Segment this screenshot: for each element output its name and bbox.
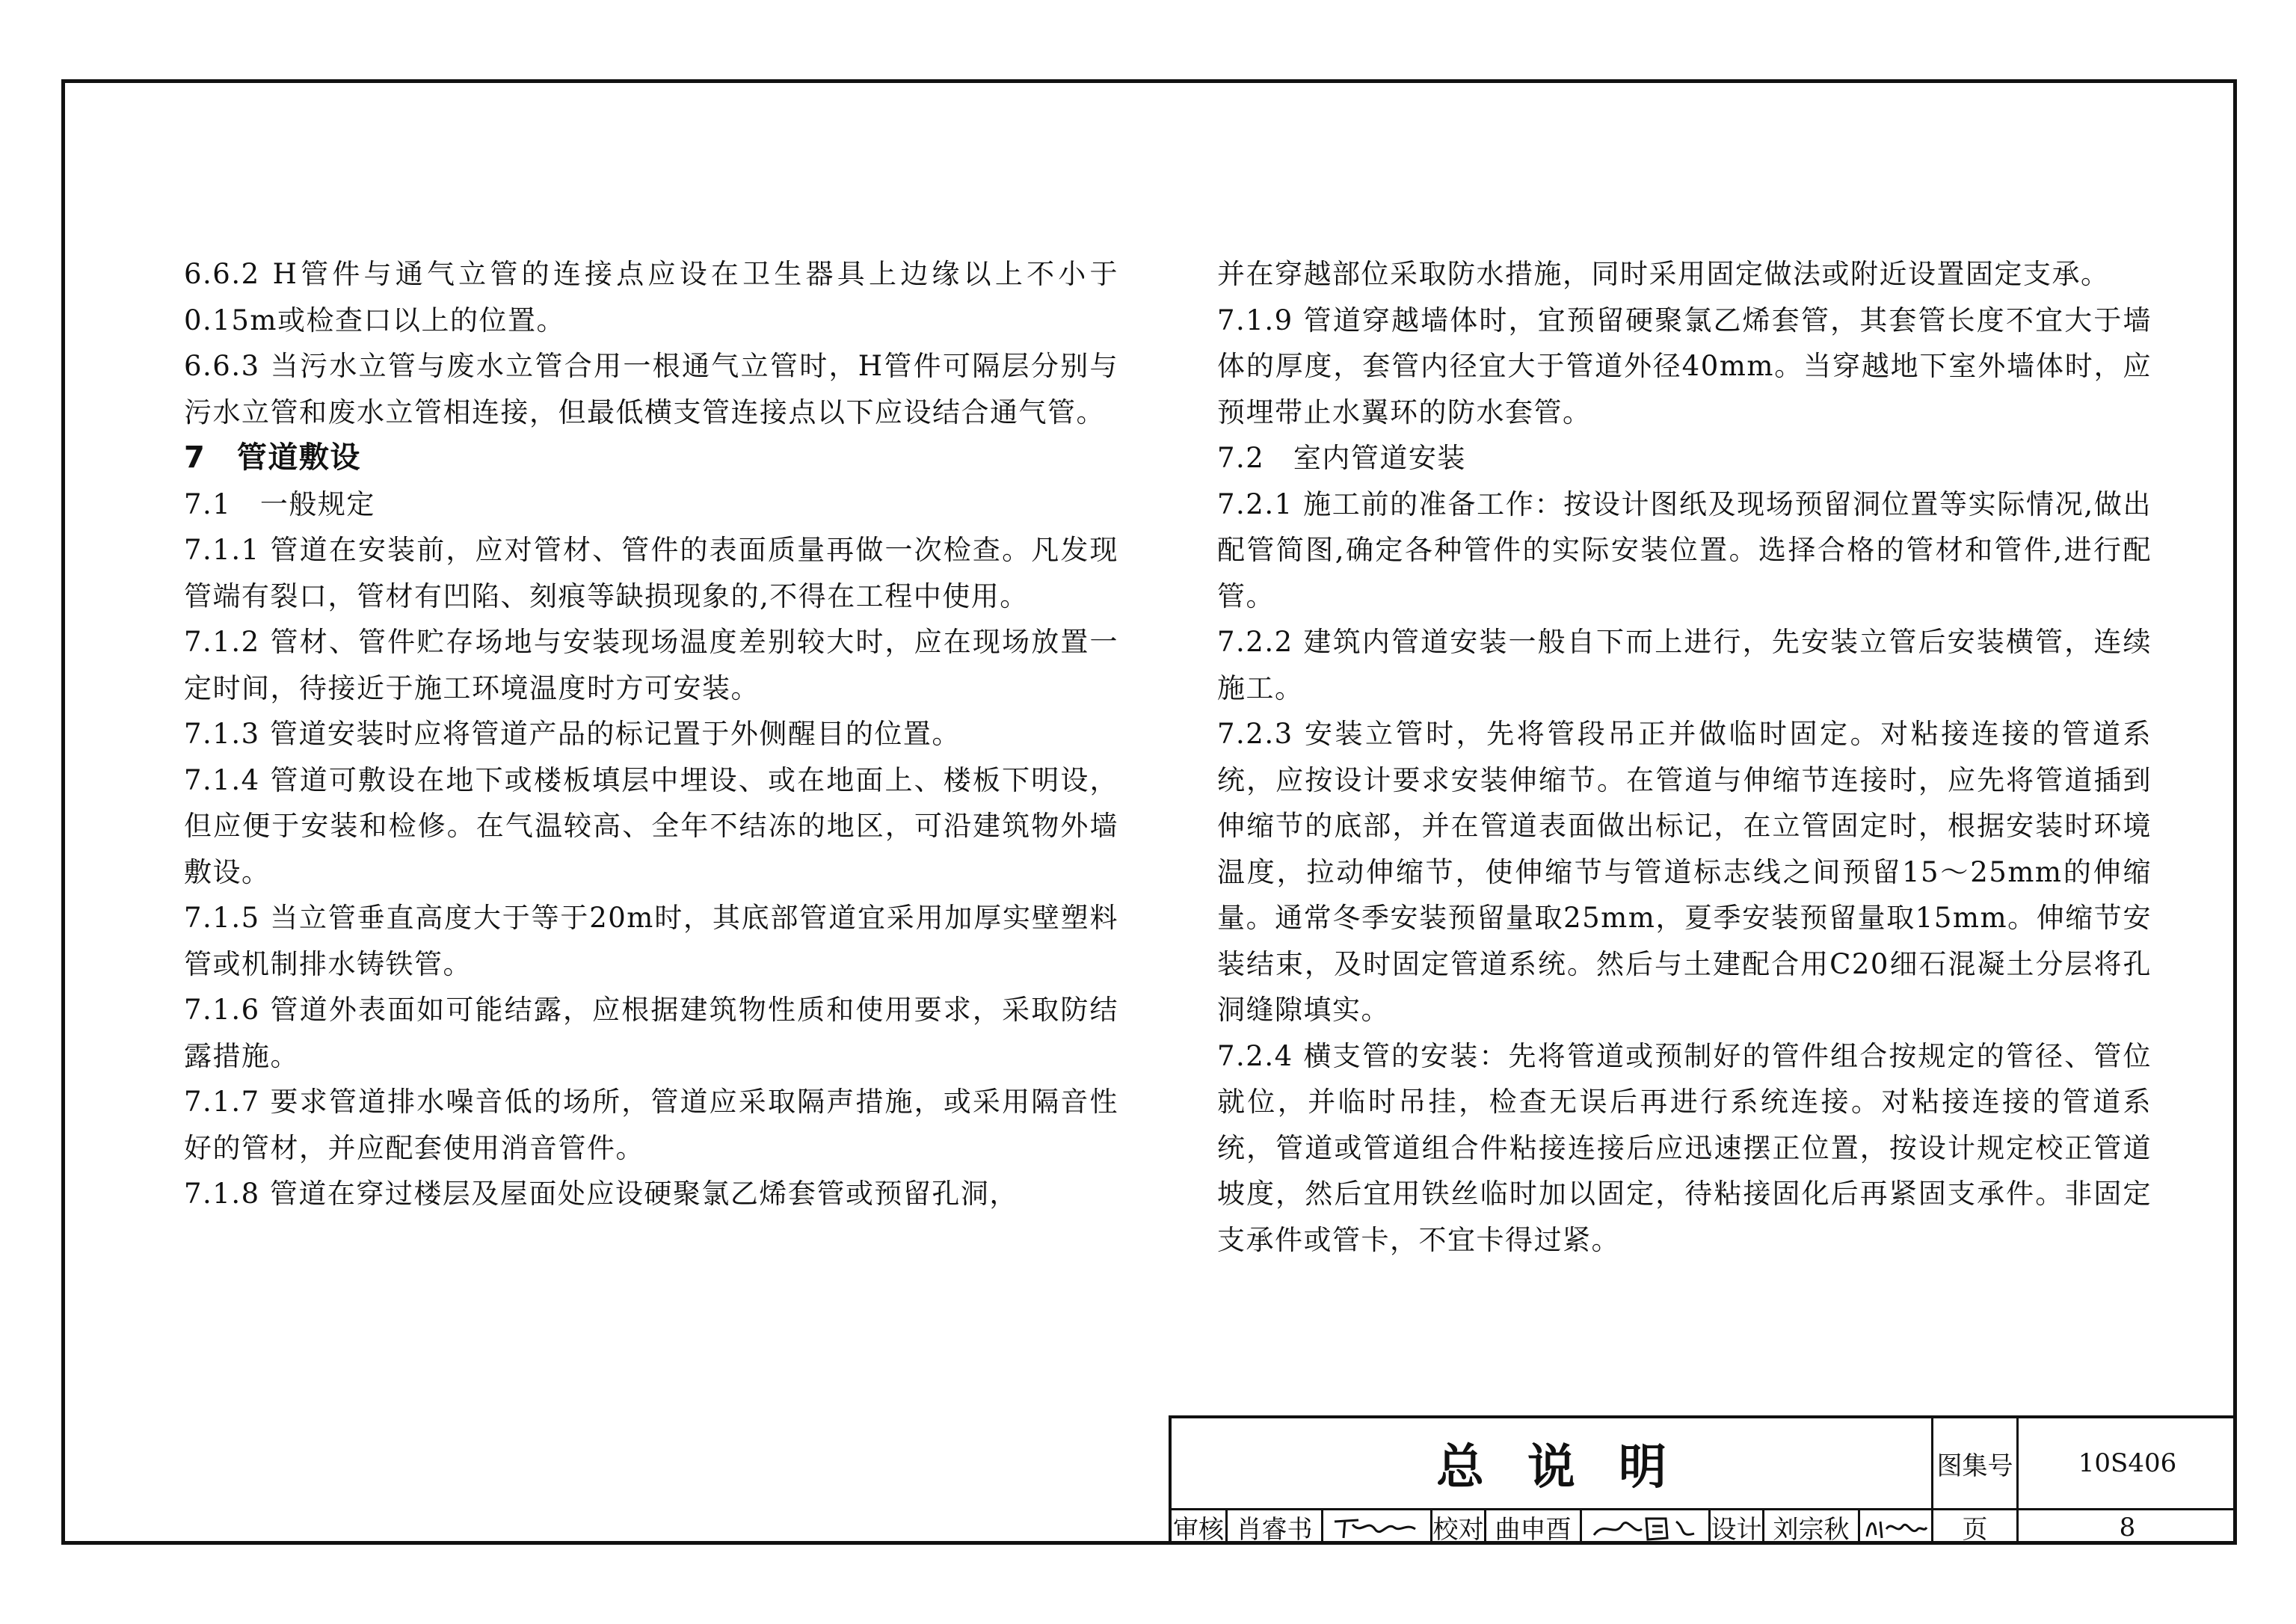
paragraph: 7.2.1 施工前的准备工作：按设计图纸及现场预留洞位置等实际情况,做出配管简图,确定各种管件的实际安装位置。选择合格的管材和管件,进行配管。 bbox=[1217, 487, 2152, 612]
atlas-number: 10S406 bbox=[2078, 1448, 2177, 1478]
paragraph: 7.1.7 要求管道排水噪音低的场所，管道应采取隔声措施，或采用隔音性好的管材，并应配套使用消音管件。 bbox=[184, 1086, 1118, 1164]
paragraph: 7.1.4 管道可敷设在地下或楼板填层中埋设、或在地面上、楼板下明设，但应便于安装和检修。在气温较高、全年不结冻的地区，可沿建筑物外墙敷设。 bbox=[184, 763, 1118, 888]
paragraph: 7.1.3 管道安装时应将管道产品的标记置于外侧醒目的位置。 bbox=[184, 718, 961, 750]
paragraph: 7.1.8 管道在穿过楼层及屋面处应设硬聚氯乙烯套管或预留孔洞， bbox=[184, 1178, 1018, 1210]
reviewer-name: 肖睿书 bbox=[1236, 1515, 1313, 1544]
paragraph: 7.2.2 建筑内管道安装一般自下而上进行，先安装立管后安装横管，连续施工。 bbox=[1217, 626, 2152, 704]
paragraph: 并在穿越部位采取防水措施，同时采用固定做法或附近设置固定支承。 bbox=[1217, 258, 2110, 290]
paragraph: 7.1.1 管道在安装前，应对管材、管件的表面质量再做一次检查。凡发现管端有裂口，管材有凹陷、刻痕等缺损现象的,不得在工程中使用。 bbox=[184, 534, 1118, 612]
reviewer-signature bbox=[1323, 1510, 1430, 1544]
atlas-number-label: 图集号 bbox=[1936, 1451, 2013, 1481]
paragraph: 6.6.3 当污水立管与废水立管合用一根通气立管时，H管件可隔层分别与污水立管和废水立管相连接，但最低横支管连接点以下应设结合通气管。 bbox=[184, 350, 1118, 428]
subsection-heading: 7.1 一般规定 bbox=[184, 487, 375, 520]
section-heading: 7 管道敷设 bbox=[184, 440, 361, 475]
subsection-heading: 7.2 室内管道安装 bbox=[1217, 442, 1466, 474]
title-block bbox=[1169, 1415, 2236, 1544]
page-number: 8 bbox=[2119, 1512, 2136, 1543]
checker-name: 曲申酉 bbox=[1495, 1515, 1572, 1544]
designer-signature bbox=[1860, 1510, 1931, 1544]
check-label: 校对 bbox=[1432, 1515, 1484, 1544]
right-column bbox=[1217, 251, 2152, 1263]
checker-signature bbox=[1582, 1510, 1708, 1544]
paragraph: 7.1.5 当立管垂直高度大于等于20m时，其底部管道宜采用加厚实壁塑料管或机制排水铸铁管。 bbox=[184, 902, 1118, 980]
paragraph: 7.1.6 管道外表面如可能结露，应根据建筑物性质和使用要求，采取防结露措施。 bbox=[184, 994, 1118, 1072]
paragraph: 6.6.2 H管件与通气立管的连接点应设在卫生器具上边缘以上不小于0.15m或检查口以上的位置。 bbox=[184, 258, 1118, 336]
paragraph: 7.2.4 横支管的安装：先将管道或预制好的管件组合按规定的管径、管位就位，并临时吊挂，检查无误后再进行系统连接。对粘接连接的管道系统，管道或管道组合件粘接连接后应迅速摆正位置，按设计规定校正管道坡度，然后宜用铁丝临时加以固定，待粘接固化后再紧固支承件。非固定支承件或管卡，不宜卡得过紧。 bbox=[1217, 1039, 2152, 1256]
left-column bbox=[184, 251, 1118, 1217]
paragraph: 7.1.2 管材、管件贮存场地与安装现场温度差别较大时，应在现场放置一定时间，待接近于施工环境温度时方可安装。 bbox=[184, 626, 1118, 704]
design-label: 设计 bbox=[1711, 1515, 1762, 1544]
page-label: 页 bbox=[1962, 1515, 1988, 1544]
drawing-title: 总说明 bbox=[1436, 1440, 1710, 1495]
review-label: 审核 bbox=[1173, 1515, 1224, 1544]
paragraph: 7.1.9 管道穿越墙体时，宜预留硬聚氯乙烯套管，其套管长度不宜大于墙体的厚度，套管内径宜大于管道外径40mm。当穿越地下室外墙体时，应预埋带止水翼环的防水套管。 bbox=[1217, 304, 2152, 428]
designer-name: 刘宗秋 bbox=[1773, 1515, 1850, 1544]
paragraph: 7.2.3 安装立管时，先将管段吊正并做临时固定。对粘接连接的管道系统，应按设计要求安装伸缩节。在管道与伸缩节连接时，应先将管道插到伸缩节的底部，并在管道表面做出标记，在立管固定时，根据安装时环境温度，拉动伸缩节，使伸缩节与管道标志线之间预留15～25mm的伸缩量。通常冬季安装预留量取25mm，夏季安装预留量取15mm。伸缩节安装结束，及时固定管道系统。然后与土建配合用C20细石混凝土分层将孔洞缝隙填实。 bbox=[1217, 718, 2152, 1026]
